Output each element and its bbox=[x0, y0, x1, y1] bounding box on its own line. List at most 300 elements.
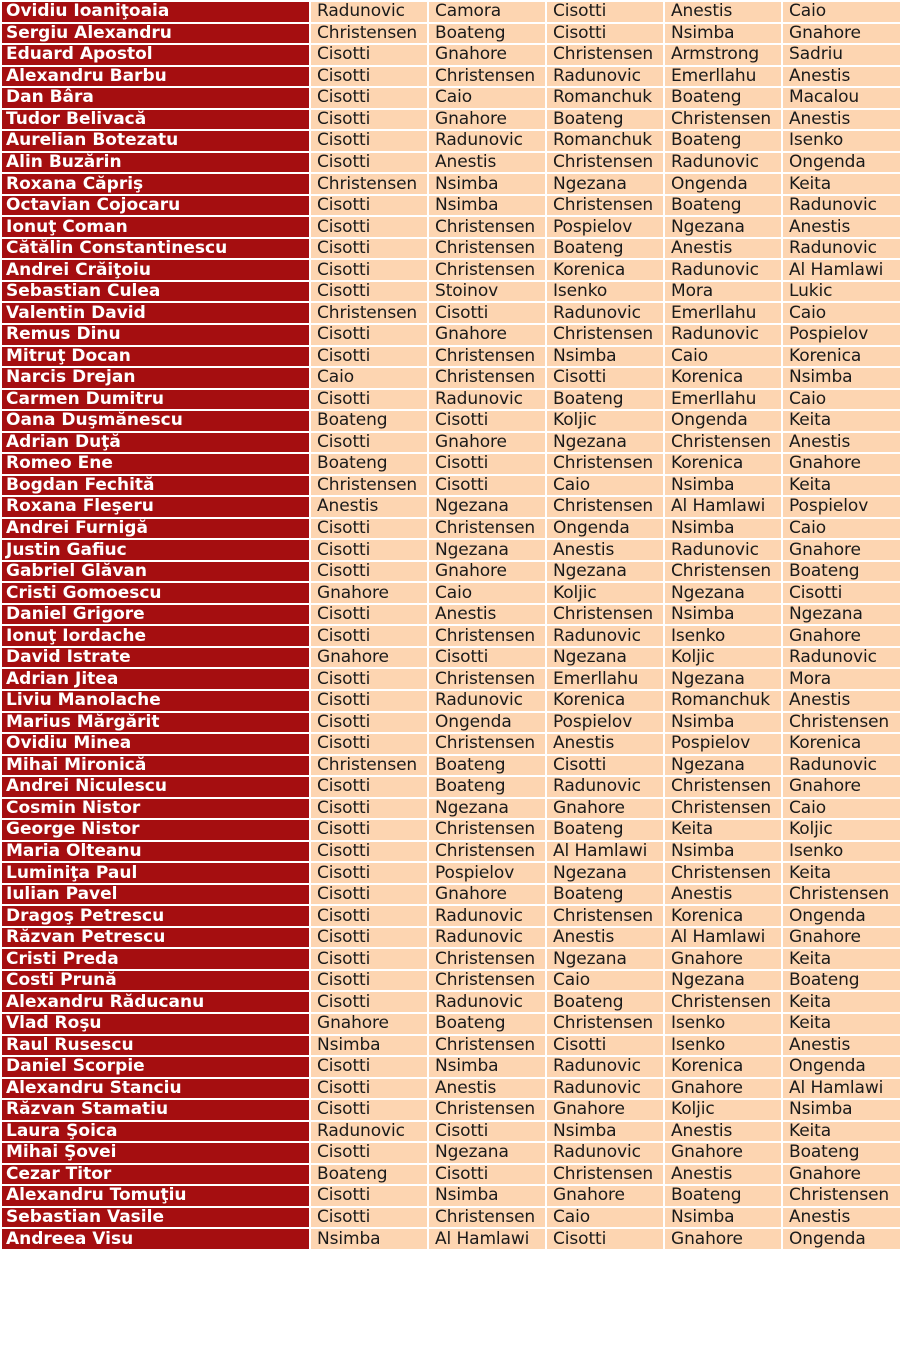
table-row bbox=[2, 777, 900, 797]
vote-cell-1: Radunovic bbox=[311, 1122, 427, 1142]
table-row bbox=[2, 1143, 900, 1163]
vote-cell-2: Christensen bbox=[429, 734, 545, 754]
vote-cell-2: Gnahore bbox=[429, 433, 545, 453]
vote-cell-3: Gnahore bbox=[547, 1100, 663, 1120]
vote-cell-3: Cisotti bbox=[547, 756, 663, 776]
vote-cell-2: Radunovic bbox=[429, 390, 545, 410]
vote-cell-1: Cisotti bbox=[311, 260, 427, 280]
vote-cell-1: Cisotti bbox=[311, 842, 427, 862]
vote-cell-1: Cisotti bbox=[311, 992, 427, 1012]
vote-cell-5: Cisotti bbox=[783, 583, 900, 603]
vote-cell-3: Christensen bbox=[547, 454, 663, 474]
vote-cell-3: Pospielov bbox=[547, 217, 663, 237]
vote-cell-1: Cisotti bbox=[311, 799, 427, 819]
vote-cell-5: Radunovic bbox=[783, 756, 900, 776]
vote-cell-5: Anestis bbox=[783, 1036, 900, 1056]
voter-name: Cristi Gomoescu bbox=[2, 583, 309, 603]
vote-cell-1: Boateng bbox=[311, 1165, 427, 1185]
table-row bbox=[2, 583, 900, 603]
voter-name: Costi Prună bbox=[2, 971, 309, 991]
vote-cell-1: Cisotti bbox=[311, 949, 427, 969]
vote-cell-2: Cisotti bbox=[429, 1122, 545, 1142]
voter-name: Roxana Fleşeru bbox=[2, 497, 309, 517]
table-row bbox=[2, 713, 900, 733]
vote-cell-2: Radunovic bbox=[429, 928, 545, 948]
vote-cell-4: Emerllahu bbox=[665, 303, 781, 323]
vote-cell-5: Al Hamlawi bbox=[783, 1079, 900, 1099]
vote-cell-4: Nsimba bbox=[665, 1208, 781, 1228]
vote-cell-4: Nsimba bbox=[665, 476, 781, 496]
vote-cell-1: Cisotti bbox=[311, 863, 427, 883]
voter-name: Cosmin Nistor bbox=[2, 799, 309, 819]
vote-cell-3: Caio bbox=[547, 1208, 663, 1228]
voter-name: Remus Dinu bbox=[2, 325, 309, 345]
table-row bbox=[2, 196, 900, 216]
vote-cell-1: Cisotti bbox=[311, 88, 427, 108]
vote-cell-5: Ongenda bbox=[783, 153, 900, 173]
voter-name: Alexandru Barbu bbox=[2, 67, 309, 87]
vote-cell-5: Caio bbox=[783, 303, 900, 323]
vote-cell-4: Anestis bbox=[665, 239, 781, 259]
voter-name: Luminiţa Paul bbox=[2, 863, 309, 883]
vote-cell-1: Christensen bbox=[311, 24, 427, 44]
vote-cell-4: Koljic bbox=[665, 648, 781, 668]
table-row bbox=[2, 282, 900, 302]
vote-cell-3: Ngezana bbox=[547, 648, 663, 668]
voter-name: Ovidiu Ioaniţoaia bbox=[2, 2, 309, 22]
vote-cell-1: Cisotti bbox=[311, 906, 427, 926]
vote-cell-2: Radunovic bbox=[429, 131, 545, 151]
table-row bbox=[2, 1165, 900, 1185]
vote-cell-5: Ngezana bbox=[783, 605, 900, 625]
vote-cell-5: Caio bbox=[783, 2, 900, 22]
vote-cell-3: Christensen bbox=[547, 325, 663, 345]
vote-cell-4: Christensen bbox=[665, 562, 781, 582]
vote-cell-4: Armstrong bbox=[665, 45, 781, 65]
vote-cell-1: Cisotti bbox=[311, 282, 427, 302]
table-row bbox=[2, 153, 900, 173]
vote-cell-3: Romanchuk bbox=[547, 131, 663, 151]
vote-cell-3: Cisotti bbox=[547, 1229, 663, 1249]
vote-cell-4: Christensen bbox=[665, 992, 781, 1012]
voter-name: Bogdan Fechită bbox=[2, 476, 309, 496]
vote-cell-1: Cisotti bbox=[311, 1100, 427, 1120]
vote-cell-2: Cisotti bbox=[429, 411, 545, 431]
voter-name: Cătălin Constantinescu bbox=[2, 239, 309, 259]
vote-cell-2: Boateng bbox=[429, 24, 545, 44]
vote-cell-5: Christensen bbox=[783, 713, 900, 733]
voter-name: Mihai Mironică bbox=[2, 756, 309, 776]
vote-cell-1: Cisotti bbox=[311, 67, 427, 87]
vote-cell-4: Anestis bbox=[665, 885, 781, 905]
vote-cell-3: Radunovic bbox=[547, 67, 663, 87]
table-row bbox=[2, 540, 900, 560]
vote-cell-2: Nsimba bbox=[429, 174, 545, 194]
vote-cell-5: Keita bbox=[783, 863, 900, 883]
vote-cell-2: Boateng bbox=[429, 777, 545, 797]
vote-cell-4: Korenica bbox=[665, 906, 781, 926]
vote-cell-4: Anestis bbox=[665, 1122, 781, 1142]
vote-cell-2: Cisotti bbox=[429, 303, 545, 323]
vote-cell-4: Christensen bbox=[665, 777, 781, 797]
vote-cell-5: Ongenda bbox=[783, 1229, 900, 1249]
vote-cell-5: Macalou bbox=[783, 88, 900, 108]
vote-cell-3: Radunovic bbox=[547, 777, 663, 797]
vote-cell-1: Cisotti bbox=[311, 390, 427, 410]
table-row bbox=[2, 691, 900, 711]
vote-cell-1: Nsimba bbox=[311, 1229, 427, 1249]
vote-cell-5: Keita bbox=[783, 1014, 900, 1034]
vote-cell-1: Anestis bbox=[311, 497, 427, 517]
vote-cell-3: Boateng bbox=[547, 992, 663, 1012]
vote-cell-3: Ngezana bbox=[547, 433, 663, 453]
vote-cell-2: Christensen bbox=[429, 626, 545, 646]
voter-name: Sebastian Culea bbox=[2, 282, 309, 302]
vote-cell-2: Cisotti bbox=[429, 454, 545, 474]
vote-cell-1: Cisotti bbox=[311, 1186, 427, 1206]
table-row bbox=[2, 842, 900, 862]
table-row bbox=[2, 368, 900, 388]
table-row bbox=[2, 347, 900, 367]
vote-cell-2: Christensen bbox=[429, 949, 545, 969]
vote-cell-4: Radunovic bbox=[665, 540, 781, 560]
table-row bbox=[2, 24, 900, 44]
table-row bbox=[2, 562, 900, 582]
vote-cell-1: Cisotti bbox=[311, 734, 427, 754]
voter-name: Raul Rusescu bbox=[2, 1036, 309, 1056]
vote-cell-3: Korenica bbox=[547, 260, 663, 280]
vote-cell-5: Gnahore bbox=[783, 454, 900, 474]
voter-name: Ovidiu Minea bbox=[2, 734, 309, 754]
vote-cell-3: Christensen bbox=[547, 1014, 663, 1034]
vote-cell-2: Ngezana bbox=[429, 497, 545, 517]
vote-cell-5: Christensen bbox=[783, 1186, 900, 1206]
vote-cell-2: Gnahore bbox=[429, 562, 545, 582]
voter-name: Alexandru Stanciu bbox=[2, 1079, 309, 1099]
table-row bbox=[2, 303, 900, 323]
vote-cell-2: Christensen bbox=[429, 1100, 545, 1120]
vote-cell-2: Caio bbox=[429, 88, 545, 108]
vote-cell-3: Anestis bbox=[547, 928, 663, 948]
voter-name: Răzvan Stamatiu bbox=[2, 1100, 309, 1120]
vote-cell-1: Cisotti bbox=[311, 885, 427, 905]
vote-cell-4: Radunovic bbox=[665, 260, 781, 280]
voter-name: Laura Şoica bbox=[2, 1122, 309, 1142]
vote-cell-3: Nsimba bbox=[547, 347, 663, 367]
vote-cell-4: Boateng bbox=[665, 131, 781, 151]
vote-cell-1: Cisotti bbox=[311, 519, 427, 539]
vote-cell-3: Ongenda bbox=[547, 519, 663, 539]
voter-name: Marius Mărgărit bbox=[2, 713, 309, 733]
vote-cell-2: Ongenda bbox=[429, 713, 545, 733]
vote-cell-5: Isenko bbox=[783, 131, 900, 151]
vote-cell-5: Keita bbox=[783, 476, 900, 496]
table-row bbox=[2, 863, 900, 883]
voter-name: George Nistor bbox=[2, 820, 309, 840]
vote-cell-1: Boateng bbox=[311, 411, 427, 431]
vote-cell-2: Gnahore bbox=[429, 325, 545, 345]
voter-name: Mitruţ Docan bbox=[2, 347, 309, 367]
table-row bbox=[2, 1079, 900, 1099]
vote-cell-2: Caio bbox=[429, 583, 545, 603]
vote-cell-5: Caio bbox=[783, 799, 900, 819]
vote-cell-5: Boateng bbox=[783, 971, 900, 991]
vote-cell-3: Ngezana bbox=[547, 562, 663, 582]
vote-cell-1: Cisotti bbox=[311, 626, 427, 646]
vote-cell-5: Al Hamlawi bbox=[783, 260, 900, 280]
vote-cell-2: Ngezana bbox=[429, 1143, 545, 1163]
table-row bbox=[2, 454, 900, 474]
voter-name: Adrian Jitea bbox=[2, 669, 309, 689]
table-row bbox=[2, 734, 900, 754]
vote-cell-3: Boateng bbox=[547, 390, 663, 410]
vote-cell-1: Gnahore bbox=[311, 648, 427, 668]
vote-cell-2: Nsimba bbox=[429, 1057, 545, 1077]
vote-cell-4: Radunovic bbox=[665, 153, 781, 173]
table-row bbox=[2, 110, 900, 130]
vote-cell-1: Christensen bbox=[311, 174, 427, 194]
vote-cell-3: Ngezana bbox=[547, 174, 663, 194]
table-row bbox=[2, 217, 900, 237]
table-row bbox=[2, 497, 900, 517]
voter-name: Dragoş Petrescu bbox=[2, 906, 309, 926]
vote-cell-2: Anestis bbox=[429, 1079, 545, 1099]
vote-cell-3: Christensen bbox=[547, 196, 663, 216]
voter-name: Aurelian Botezatu bbox=[2, 131, 309, 151]
vote-cell-2: Christensen bbox=[429, 368, 545, 388]
vote-cell-3: Korenica bbox=[547, 691, 663, 711]
table-row bbox=[2, 626, 900, 646]
vote-cell-2: Christensen bbox=[429, 217, 545, 237]
vote-cell-4: Gnahore bbox=[665, 1079, 781, 1099]
vote-cell-1: Cisotti bbox=[311, 347, 427, 367]
table-row bbox=[2, 390, 900, 410]
voter-name: Sebastian Vasile bbox=[2, 1208, 309, 1228]
vote-cell-5: Korenica bbox=[783, 734, 900, 754]
vote-cell-5: Boateng bbox=[783, 562, 900, 582]
vote-cell-4: Ngezana bbox=[665, 669, 781, 689]
vote-cell-4: Pospielov bbox=[665, 734, 781, 754]
vote-cell-4: Al Hamlawi bbox=[665, 497, 781, 517]
vote-cell-5: Anestis bbox=[783, 110, 900, 130]
table-row bbox=[2, 949, 900, 969]
vote-cell-2: Boateng bbox=[429, 756, 545, 776]
vote-cell-2: Christensen bbox=[429, 519, 545, 539]
table-row bbox=[2, 239, 900, 259]
vote-cell-3: Christensen bbox=[547, 153, 663, 173]
vote-cell-2: Ngezana bbox=[429, 799, 545, 819]
vote-cell-3: Radunovic bbox=[547, 626, 663, 646]
table-row bbox=[2, 1186, 900, 1206]
vote-cell-4: Ongenda bbox=[665, 174, 781, 194]
vote-cell-5: Koljic bbox=[783, 820, 900, 840]
vote-cell-5: Radunovic bbox=[783, 648, 900, 668]
vote-cell-4: Ngezana bbox=[665, 971, 781, 991]
vote-cell-1: Caio bbox=[311, 368, 427, 388]
vote-cell-1: Cisotti bbox=[311, 196, 427, 216]
vote-cell-4: Al Hamlawi bbox=[665, 928, 781, 948]
vote-cell-2: Gnahore bbox=[429, 885, 545, 905]
vote-cell-2: Anestis bbox=[429, 153, 545, 173]
vote-cell-3: Anestis bbox=[547, 540, 663, 560]
vote-cell-3: Gnahore bbox=[547, 799, 663, 819]
vote-cell-2: Anestis bbox=[429, 605, 545, 625]
voter-name: Andreea Visu bbox=[2, 1229, 309, 1249]
vote-cell-3: Al Hamlawi bbox=[547, 842, 663, 862]
table-row bbox=[2, 928, 900, 948]
vote-cell-1: Cisotti bbox=[311, 239, 427, 259]
votes-table-body bbox=[2, 2, 900, 1249]
voter-name: Ionuţ Iordache bbox=[2, 626, 309, 646]
voter-name: Iulian Pavel bbox=[2, 885, 309, 905]
vote-cell-4: Keita bbox=[665, 820, 781, 840]
vote-cell-5: Gnahore bbox=[783, 1165, 900, 1185]
vote-cell-1: Gnahore bbox=[311, 583, 427, 603]
table-row bbox=[2, 2, 900, 22]
voter-name: Octavian Cojocaru bbox=[2, 196, 309, 216]
vote-cell-3: Isenko bbox=[547, 282, 663, 302]
vote-cell-2: Christensen bbox=[429, 669, 545, 689]
vote-cell-3: Pospielov bbox=[547, 713, 663, 733]
vote-cell-4: Christensen bbox=[665, 110, 781, 130]
vote-cell-4: Nsimba bbox=[665, 24, 781, 44]
vote-cell-3: Nsimba bbox=[547, 1122, 663, 1142]
table-row bbox=[2, 411, 900, 431]
voter-name: Alexandru Răducanu bbox=[2, 992, 309, 1012]
vote-cell-3: Romanchuk bbox=[547, 88, 663, 108]
vote-cell-3: Koljic bbox=[547, 583, 663, 603]
vote-cell-2: Radunovic bbox=[429, 992, 545, 1012]
vote-cell-4: Korenica bbox=[665, 454, 781, 474]
vote-cell-2: Cisotti bbox=[429, 476, 545, 496]
vote-cell-5: Gnahore bbox=[783, 928, 900, 948]
vote-cell-3: Boateng bbox=[547, 239, 663, 259]
vote-cell-2: Radunovic bbox=[429, 906, 545, 926]
vote-cell-3: Boateng bbox=[547, 110, 663, 130]
vote-cell-4: Ongenda bbox=[665, 411, 781, 431]
vote-cell-2: Nsimba bbox=[429, 1186, 545, 1206]
table-row bbox=[2, 799, 900, 819]
vote-cell-4: Nsimba bbox=[665, 713, 781, 733]
vote-cell-4: Anestis bbox=[665, 2, 781, 22]
vote-cell-5: Radunovic bbox=[783, 239, 900, 259]
vote-cell-4: Nsimba bbox=[665, 605, 781, 625]
vote-cell-1: Cisotti bbox=[311, 1079, 427, 1099]
vote-cell-1: Cisotti bbox=[311, 110, 427, 130]
table-row bbox=[2, 325, 900, 345]
table-row bbox=[2, 260, 900, 280]
voter-name: Cristi Preda bbox=[2, 949, 309, 969]
voter-name: Tudor Belivacă bbox=[2, 110, 309, 130]
vote-cell-1: Cisotti bbox=[311, 562, 427, 582]
vote-cell-1: Cisotti bbox=[311, 971, 427, 991]
vote-cell-4: Romanchuk bbox=[665, 691, 781, 711]
table-row bbox=[2, 1057, 900, 1077]
vote-cell-4: Isenko bbox=[665, 626, 781, 646]
vote-cell-5: Christensen bbox=[783, 885, 900, 905]
table-row bbox=[2, 885, 900, 905]
vote-cell-4: Boateng bbox=[665, 88, 781, 108]
vote-cell-2: Stoinov bbox=[429, 282, 545, 302]
vote-cell-5: Ongenda bbox=[783, 906, 900, 926]
vote-cell-3: Cisotti bbox=[547, 1036, 663, 1056]
vote-cell-5: Anestis bbox=[783, 67, 900, 87]
vote-cell-5: Anestis bbox=[783, 217, 900, 237]
vote-cell-3: Christensen bbox=[547, 906, 663, 926]
vote-cell-1: Christensen bbox=[311, 476, 427, 496]
vote-cell-2: Christensen bbox=[429, 260, 545, 280]
voter-name: Roxana Căpriş bbox=[2, 174, 309, 194]
vote-cell-2: Christensen bbox=[429, 239, 545, 259]
vote-cell-1: Cisotti bbox=[311, 713, 427, 733]
table-row bbox=[2, 1208, 900, 1228]
vote-cell-5: Anestis bbox=[783, 691, 900, 711]
vote-cell-2: Pospielov bbox=[429, 863, 545, 883]
table-row bbox=[2, 67, 900, 87]
vote-cell-3: Ngezana bbox=[547, 863, 663, 883]
vote-cell-5: Keita bbox=[783, 1122, 900, 1142]
voter-name: Cezar Titor bbox=[2, 1165, 309, 1185]
vote-cell-1: Cisotti bbox=[311, 669, 427, 689]
voter-name: Mihai Şovei bbox=[2, 1143, 309, 1163]
table-row bbox=[2, 519, 900, 539]
vote-cell-4: Gnahore bbox=[665, 1143, 781, 1163]
vote-cell-5: Caio bbox=[783, 390, 900, 410]
vote-cell-4: Korenica bbox=[665, 368, 781, 388]
vote-cell-5: Keita bbox=[783, 992, 900, 1012]
table-row bbox=[2, 648, 900, 668]
vote-cell-5: Pospielov bbox=[783, 497, 900, 517]
vote-cell-2: Christensen bbox=[429, 1036, 545, 1056]
vote-cell-3: Anestis bbox=[547, 734, 663, 754]
voter-name: Sergiu Alexandru bbox=[2, 24, 309, 44]
vote-cell-3: Christensen bbox=[547, 605, 663, 625]
vote-cell-4: Isenko bbox=[665, 1014, 781, 1034]
vote-cell-5: Keita bbox=[783, 174, 900, 194]
table-row bbox=[2, 45, 900, 65]
voter-name: Liviu Manolache bbox=[2, 691, 309, 711]
vote-cell-3: Boateng bbox=[547, 820, 663, 840]
vote-cell-3: Ngezana bbox=[547, 949, 663, 969]
vote-cell-1: Cisotti bbox=[311, 325, 427, 345]
vote-cell-4: Christensen bbox=[665, 799, 781, 819]
vote-cell-1: Cisotti bbox=[311, 928, 427, 948]
vote-cell-2: Boateng bbox=[429, 1014, 545, 1034]
vote-cell-2: Christensen bbox=[429, 842, 545, 862]
vote-cell-1: Cisotti bbox=[311, 820, 427, 840]
vote-cell-5: Gnahore bbox=[783, 540, 900, 560]
vote-cell-2: Gnahore bbox=[429, 45, 545, 65]
vote-cell-3: Caio bbox=[547, 476, 663, 496]
vote-cell-4: Christensen bbox=[665, 433, 781, 453]
table-row bbox=[2, 669, 900, 689]
vote-cell-5: Anestis bbox=[783, 1208, 900, 1228]
voter-name: Romeo Ene bbox=[2, 454, 309, 474]
vote-cell-3: Christensen bbox=[547, 497, 663, 517]
vote-cell-2: Cisotti bbox=[429, 648, 545, 668]
table-row bbox=[2, 1100, 900, 1120]
voter-name: Eduard Apostol bbox=[2, 45, 309, 65]
vote-cell-2: Nsimba bbox=[429, 196, 545, 216]
vote-cell-5: Keita bbox=[783, 411, 900, 431]
vote-cell-2: Christensen bbox=[429, 820, 545, 840]
table-row bbox=[2, 433, 900, 453]
vote-cell-1: Cisotti bbox=[311, 605, 427, 625]
vote-cell-4: Gnahore bbox=[665, 1229, 781, 1249]
vote-cell-3: Gnahore bbox=[547, 1186, 663, 1206]
vote-cell-4: Christensen bbox=[665, 863, 781, 883]
vote-cell-4: Ngezana bbox=[665, 583, 781, 603]
